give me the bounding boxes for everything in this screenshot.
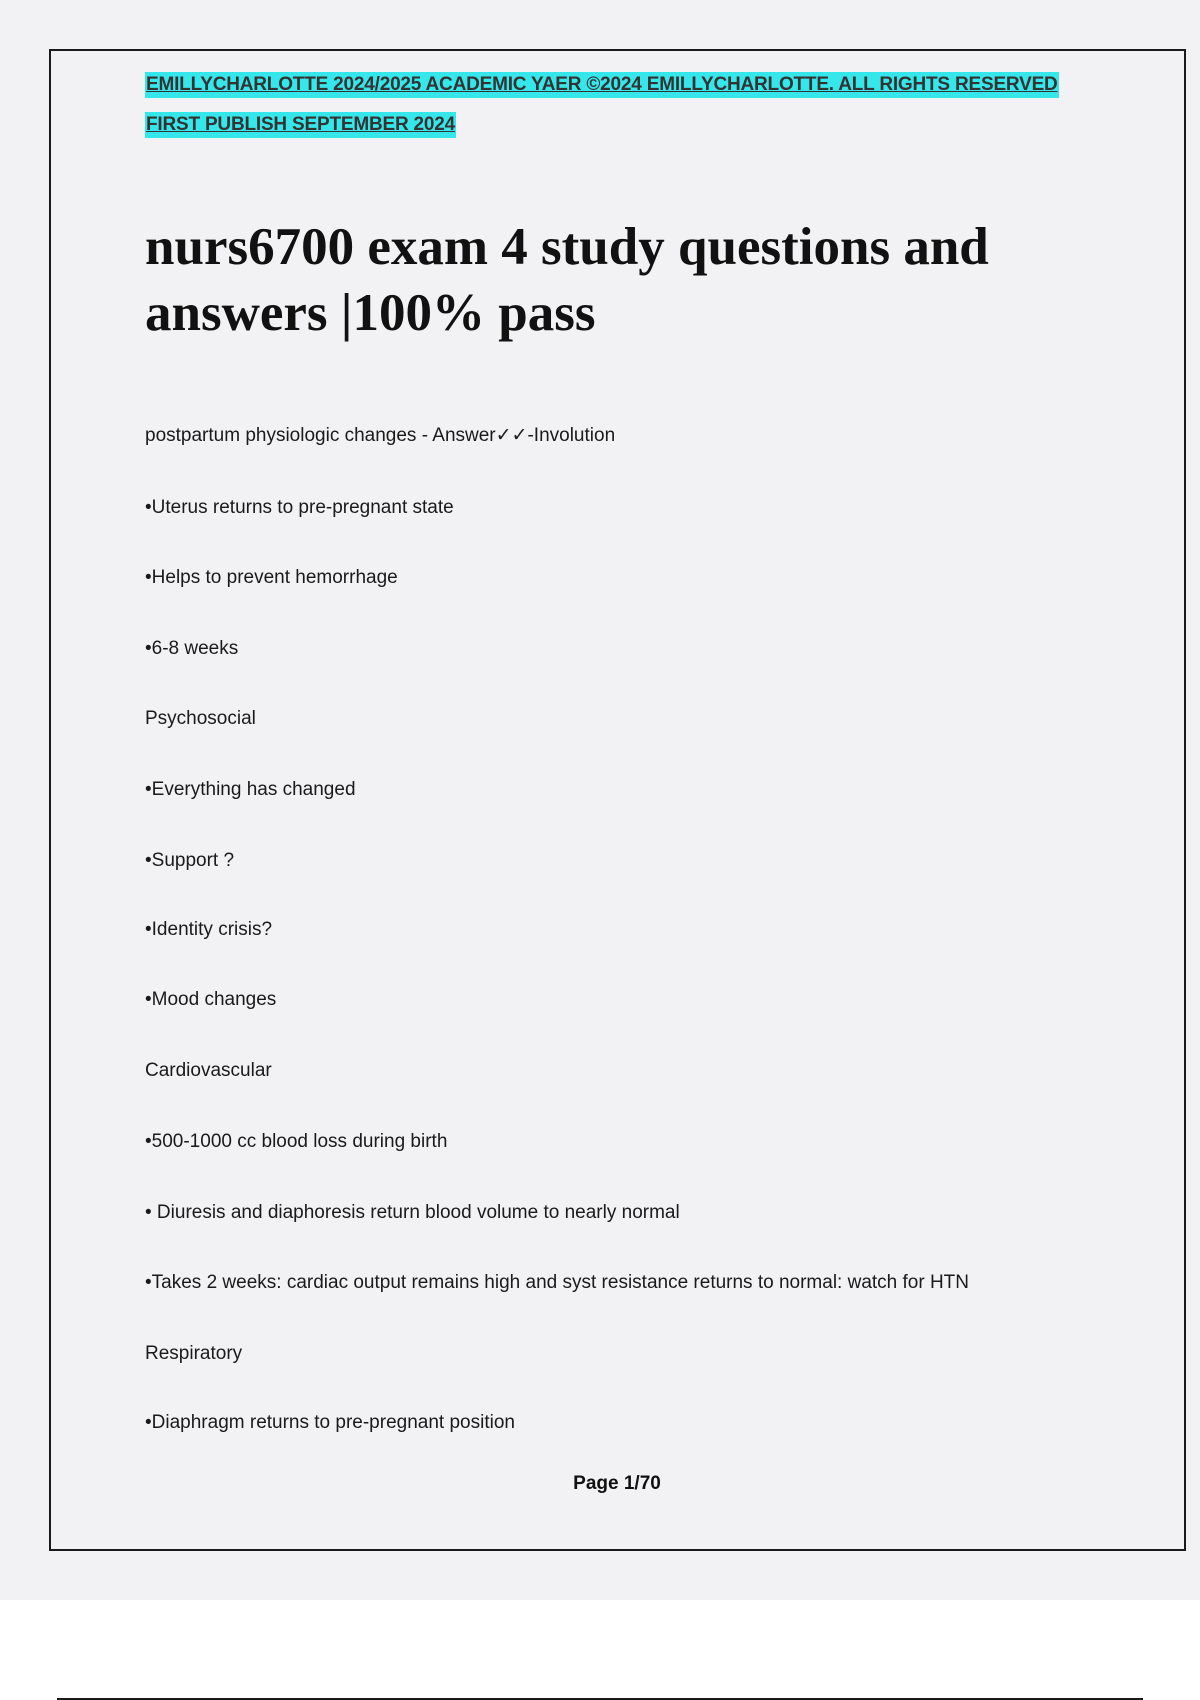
title-line-2: answers |100% pass — [145, 284, 596, 342]
section-heading: Cardiovascular — [145, 1060, 272, 1081]
publish-date-line: FIRST PUBLISH SEPTEMBER 2024 — [145, 112, 456, 138]
bullet-line: •6-8 weeks — [145, 638, 239, 659]
bullet-line: •Support ? — [145, 850, 235, 871]
section-heading: Psychosocial — [145, 708, 256, 729]
bullet-line: •Uterus returns to pre-pregnant state — [145, 497, 454, 518]
bullet-line: •Everything has changed — [145, 779, 356, 800]
bullet-line: •Helps to prevent hemorrhage — [145, 567, 398, 588]
question-line: postpartum physiologic changes - Answer✓✓-Involution — [145, 425, 616, 446]
bullet-line: •Identity crisis? — [145, 919, 273, 940]
bullet-line: • Diuresis and diaphoresis return blood volume to nearly normal — [145, 1202, 680, 1223]
bullet-line: •500-1000 cc blood loss during birth — [145, 1131, 448, 1152]
copyright-header — [145, 72, 1145, 138]
bullet-line: •Takes 2 weeks: cardiac output remains high and syst resistance returns to normal: watch for HTN — [145, 1272, 970, 1293]
copyright-line: EMILLYCHARLOTTE 2024/2025 ACADEMIC YAER ©2024 EMILLYCHARLOTTE. ALL RIGHTS RESERVED — [145, 72, 1059, 98]
page-number: Page 1/70 — [573, 1473, 661, 1494]
bullet-line: •Diaphragm returns to pre-pregnant position — [145, 1412, 515, 1433]
document-title — [145, 214, 1145, 346]
bullet-line: •Mood changes — [145, 989, 277, 1010]
title-line-1: nurs6700 exam 4 study questions and — [145, 218, 989, 276]
section-heading: Respiratory — [145, 1343, 243, 1364]
